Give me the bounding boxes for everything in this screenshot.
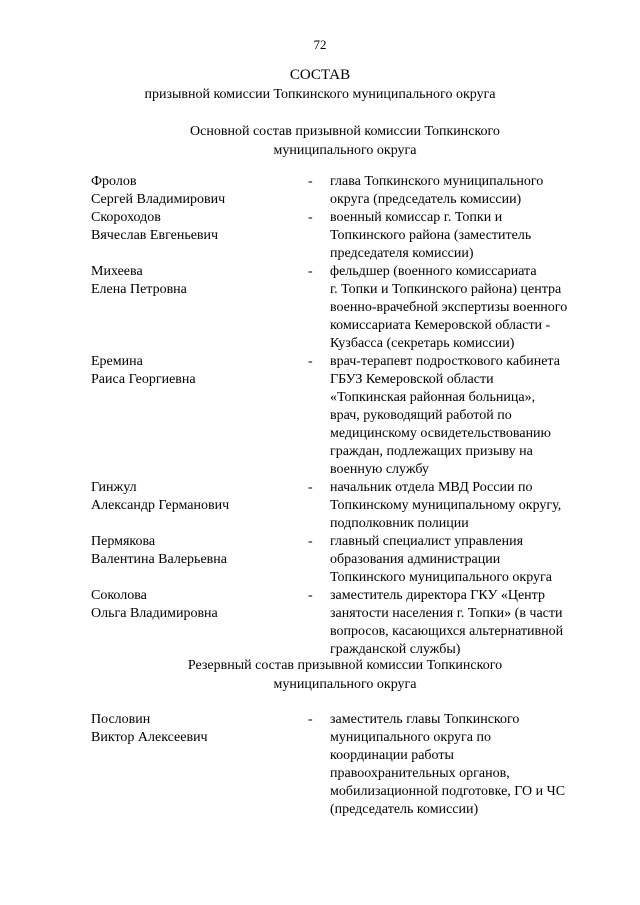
- member-given-name: Елена Петровна: [91, 282, 187, 297]
- main-section-heading: [0, 122, 640, 160]
- member-role: [330, 173, 595, 209]
- member-given-name: Виктор Алексеевич: [91, 730, 208, 745]
- member-row: [91, 587, 601, 659]
- member-role: [330, 711, 595, 819]
- member-role-line: вопросов, касающихся альтернативной: [330, 624, 564, 639]
- member-role-line: заместитель директора ГКУ «Центр: [330, 588, 545, 603]
- reserve-section-heading: [0, 656, 640, 694]
- member-role-line: муниципального округа по: [330, 730, 491, 745]
- member-dash: -: [308, 264, 313, 279]
- member-role-line: фельдшер (военного комиссариата: [330, 264, 537, 279]
- member-name: [91, 587, 308, 659]
- member-role-line: образования администрации: [330, 552, 501, 567]
- member-role-line: Топкинского района (заместитель: [330, 228, 532, 243]
- member-role: [330, 533, 595, 587]
- member-surname: Еремина: [91, 354, 143, 369]
- member-given-name: Александр Германович: [91, 498, 230, 513]
- member-role-line: Топкинского муниципального округа: [330, 570, 552, 585]
- member-surname: Пермякова: [91, 534, 156, 549]
- member-role-line: правоохранительных органов,: [330, 766, 510, 781]
- member-role-line: мобилизационной подготовке, ГО и ЧС: [330, 784, 566, 799]
- member-dash: -: [308, 588, 313, 603]
- member-surname: Михеева: [91, 264, 143, 279]
- member-dash: -: [308, 354, 313, 369]
- member-role-line: Кузбасса (секретарь комиссии): [330, 336, 515, 351]
- document-title-block: [0, 66, 640, 104]
- member-role-line: (председатель комиссии): [330, 802, 479, 817]
- member-row: [91, 479, 601, 533]
- member-role-line: «Топкинская районная больница»,: [330, 390, 536, 405]
- member-role-line: округа (председатель комиссии): [330, 192, 522, 207]
- member-role-line: начальник отдела МВД России по: [330, 480, 533, 495]
- member-dash: -: [308, 174, 313, 189]
- member-role-line: г. Топки и Топкинского района) центра: [330, 282, 562, 297]
- member-surname: Гинжул: [91, 480, 137, 495]
- member-name: [91, 353, 308, 479]
- member-role-line: военную службу: [330, 462, 429, 477]
- document-subtitle: призывной комиссии Топкинского муниципального округа: [144, 87, 496, 102]
- member-role-line: медицинскому освидетельствованию: [330, 426, 552, 441]
- member-role-line: ГБУЗ Кемеровской области: [330, 372, 494, 387]
- member-role-line: комиссариата Кемеровской области -: [330, 318, 551, 333]
- member-surname: Скороходов: [91, 210, 161, 225]
- member-role-line: врач, руководящий работой по: [330, 408, 512, 423]
- member-surname: Фролов: [91, 174, 137, 189]
- member-surname: Соколова: [91, 588, 147, 603]
- member-role-line: занятости населения г. Топки» (в части: [330, 606, 563, 621]
- member-dash: -: [308, 210, 313, 225]
- member-row: [91, 209, 601, 263]
- member-role-line: Топкинскому муниципальному округу,: [330, 498, 562, 513]
- member-surname: Пословин: [91, 712, 151, 727]
- member-role-line: военный комиссар г. Топки и: [330, 210, 503, 225]
- member-role-line: координации работы: [330, 748, 454, 763]
- page-number: 72: [313, 37, 327, 52]
- member-name: [91, 711, 308, 819]
- reserve-heading-line: муниципального округа: [273, 677, 417, 692]
- member-name: [91, 263, 308, 353]
- reserve-members-list: [91, 711, 601, 819]
- member-role-line: гражданской службы): [330, 642, 461, 657]
- member-given-name: Раиса Георгиевна: [91, 372, 196, 387]
- member-row: [91, 353, 601, 479]
- member-role-line: граждан, подлежащих призыву на: [330, 444, 533, 459]
- member-given-name: Сергей Владимирович: [91, 192, 226, 207]
- member-role-line: подполковник полиции: [330, 516, 469, 531]
- member-role-line: председателя комиссии): [330, 246, 474, 261]
- member-name: [91, 533, 308, 587]
- member-role-line: глава Топкинского муниципального: [330, 174, 544, 189]
- member-role: [330, 353, 595, 479]
- member-given-name: Вячеслав Евгеньевич: [91, 228, 219, 243]
- member-role-line: главный специалист управления: [330, 534, 524, 549]
- member-dash: -: [308, 712, 313, 727]
- reserve-heading-line: Резервный состав призывной комиссии Топкинского: [187, 658, 503, 673]
- document-title: СОСТАВ: [289, 67, 351, 83]
- member-dash: -: [308, 480, 313, 495]
- member-dash: -: [308, 534, 313, 549]
- member-role-line: заместитель главы Топкинского: [330, 712, 520, 727]
- member-role: [330, 209, 595, 263]
- member-row: [91, 263, 601, 353]
- main-members-list: [91, 173, 601, 659]
- member-name: [91, 209, 308, 263]
- member-role: [330, 479, 595, 533]
- member-role: [330, 263, 595, 353]
- member-role-line: военно-врачебной экспертизы военного: [330, 300, 568, 315]
- member-row: [91, 711, 601, 819]
- member-given-name: Ольга Владимировна: [91, 606, 218, 621]
- member-given-name: Валентина Валерьевна: [91, 552, 227, 567]
- member-role-line: врач-терапевт подросткового кабинета: [330, 354, 560, 369]
- member-role: [330, 587, 595, 659]
- member-row: [91, 533, 601, 587]
- main-heading-line: муниципального округа: [273, 143, 417, 158]
- member-row: [91, 173, 601, 209]
- member-name: [91, 173, 308, 209]
- main-heading-line: Основной состав призывной комиссии Топкинского: [190, 124, 500, 139]
- member-name: [91, 479, 308, 533]
